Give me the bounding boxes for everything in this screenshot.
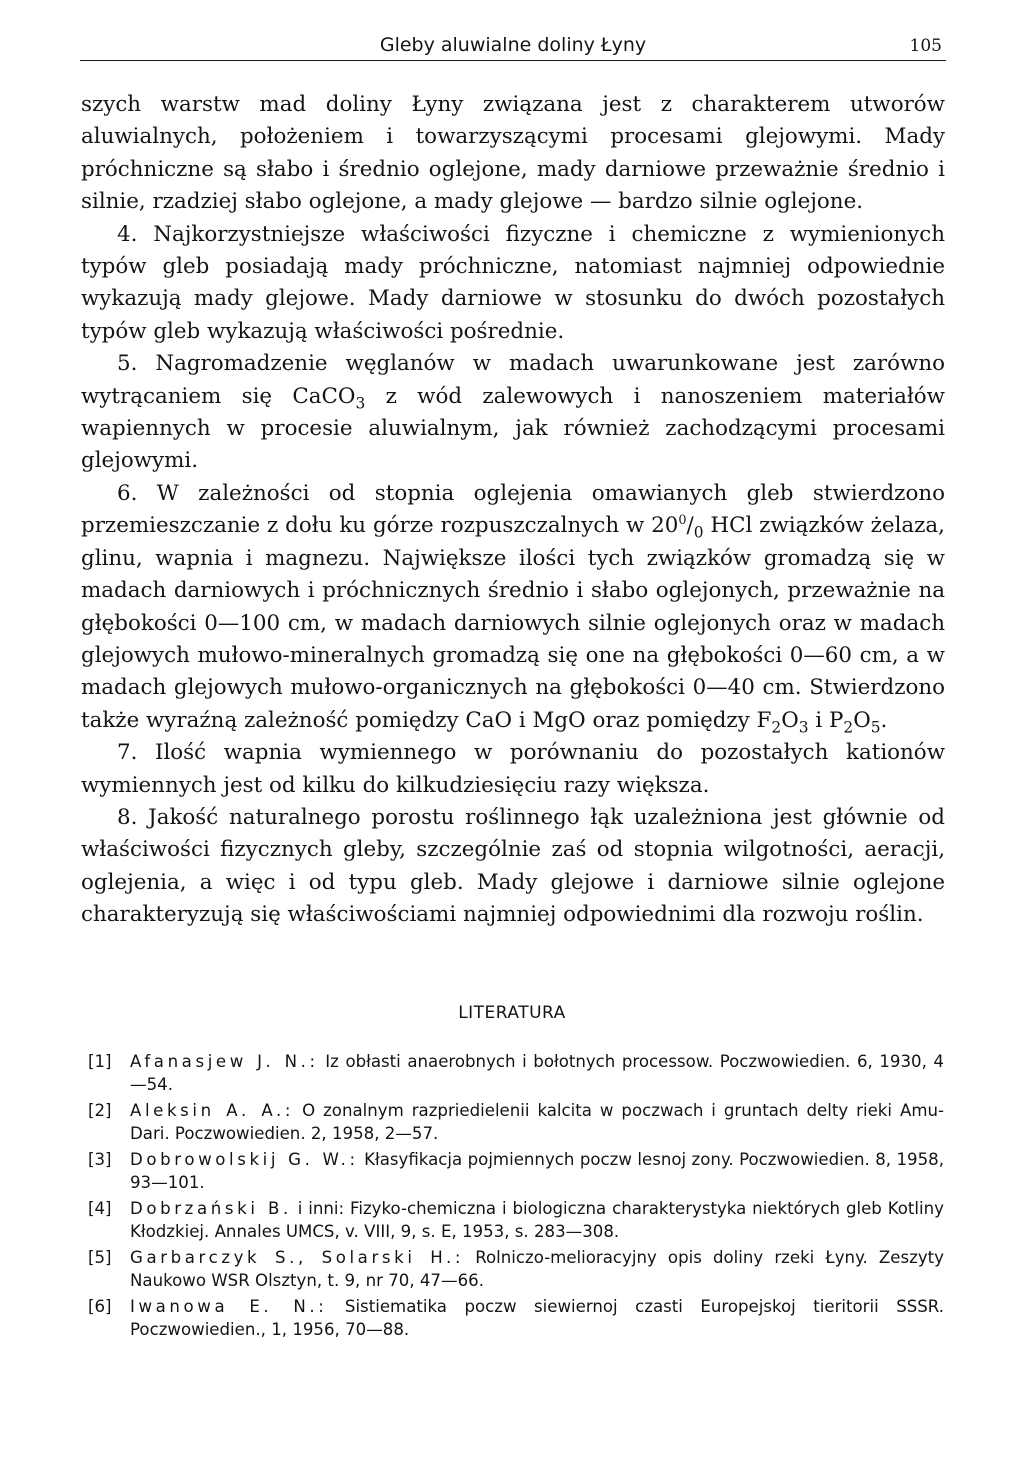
literature-heading: LITERATURA [458,1003,566,1023]
slash: / [686,513,694,539]
reference-text: Iz obłasti anaerobnych i bołotnych processow. Poczwowiedien. 6, 1930, 4—54. [130,1052,944,1094]
reference-item [88,1099,944,1145]
text-run: 5. Nagromadzenie węglanów w madach uwarunkowane jest zarówno wytrącaniem się CaCO [81,351,945,409]
reference-number: [1] [88,1052,112,1071]
superscript: 0 [678,513,687,529]
reference-item [88,1246,944,1292]
reference-text: Kłasyfikacja pojmiennych poczw lesnoj zony. Poczwowiedien. 8, 1958, 93—101. [130,1150,944,1192]
paragraph-conclusion-6 [81,478,945,737]
reference-author: Garbarczyk S., Solarski H.: [130,1248,465,1267]
page-header [80,30,946,61]
paragraph-continuation: szych warstw mad doliny Łyny związana jest z charakterem utworów aluwialnych, położeniem i towarzyszącymi procesami glejowymi. Mady próchniczne są słabo i średnio oglejone, mady darniowe przeważnie średnio i silnie, rzadziej słabo oglejone, a mady glejowe — bardzo silnie oglejone. [81,92,945,215]
reference-item [88,1148,944,1194]
page-number: 105 [909,36,942,56]
text-run: 6. W zależności od stopnia oglejenia omawianych gleb stwierdzono przemieszczanie z dołu ku górze rozpuszczalnych w 20 [81,480,945,539]
reference-author: Afanasjew J. N.: [130,1052,319,1071]
reference-number: [2] [88,1101,112,1120]
reference-list [88,1050,944,1344]
paragraph-conclusion-4: 4. Najkorzystniejsze właściwości fizyczne i chemiczne z wymienionych typów gleb posiadają mady próchniczne, natomiast najmniej odpowiednie wykazują mady glejowe. Mady darniowe w stosunku do dwóch pozostałych typów gleb wykazują właściwości pośrednie. [81,221,945,344]
paragraph-conclusion-7: 7. Ilość wapnia wymiennego w porównaniu do pozostałych kationów wymiennych jest od kilku do kilkudziesięciu razy większa. [81,740,945,798]
reference-item [88,1197,944,1243]
subscript: 2 [843,718,854,736]
reference-item [88,1050,944,1096]
reference-text: O zonalnym razpriedielenii kalcita w poczwach i gruntach delty rieki Amu-Dari. Poczwowiedien. 2, 1958, 2—57. [130,1101,944,1143]
text-run: O [853,707,871,733]
reference-text: i inni: Fizyko-chemiczna i biologiczna charakterystyka niektórych gleb Kotliny Kłodzkiej. Annales UMCS, v. VIII, 9, s. E, 1953, s. 283—308. [130,1199,944,1241]
reference-text: Rolniczo-melioracyjny opis doliny rzeki Łyny. Zeszyty Naukowo WSR Olsztyn, t. 9, nr 70, 47—66. [130,1248,944,1290]
text-run: . [880,707,888,733]
reference-number: [6] [88,1297,112,1316]
subscript: 3 [355,393,366,412]
reference-number: [5] [88,1248,112,1267]
body-text [81,89,945,932]
text-run: HCl związków żelaza, glinu, wapnia i magnezu. Największe ilości tych związków gromadzą się w madach darniowych i próchnicznych średnio i słabo oglejonych, przeważnie na głębokości 0—100 cm, w madach darniowych silnie oglejonych oraz w madach glejowych mułowo-mineralnych gromadzą się one na głębokości 0—60 cm, a w madach glejowych mułowo-organicznych na głębokości 0—40 cm. Stwierdzono także wyraźną zależność pomiędzy CaO i MgO oraz pomiędzy F [81,513,945,733]
reference-item [88,1295,944,1341]
reference-author: Dobrzański B. [130,1199,292,1218]
subscript: 0 [693,523,704,542]
paragraph-conclusion-5 [81,348,945,478]
reference-author: Dobrowolskij G. W.: [130,1150,359,1169]
paragraph-conclusion-8: 8. Jakość naturalnego porostu roślinnego łąk uzależniona jest głównie od właściwości fizycznych gleby, szczególnie zaś od stopnia wilgotności, aeracji, oglejenia, a więc i od typu gleb. Mady glejowe i darniowe silnie oglejone charakteryzują się właściwościami najmniej odpowiednimi dla rozwoju roślin. [81,804,945,928]
reference-text: Sistiematika poczw siewiernoj czasti Europejskoj tieritorii SSSR. Poczwowiedien., 1, 1956, 70—88. [130,1297,945,1339]
text-run: z wód zalewowych i nanoszeniem materiałów wapiennych w procesie aluwialnym, jak również zachodzącymi procesami glejowymi. [81,383,945,474]
reference-number: [3] [88,1150,112,1169]
text-run: i P [808,707,844,733]
subscript: 5 [870,718,881,736]
subscript: 3 [798,718,809,736]
reference-author: Aleksin A. A.: [130,1101,295,1120]
running-title: Gleby aluwialne doliny Łyny [379,34,647,56]
text-run: O [781,707,799,733]
subscript: 2 [771,718,782,736]
reference-author: Iwanowa E. N.: [130,1297,328,1316]
reference-number: [4] [88,1199,112,1218]
